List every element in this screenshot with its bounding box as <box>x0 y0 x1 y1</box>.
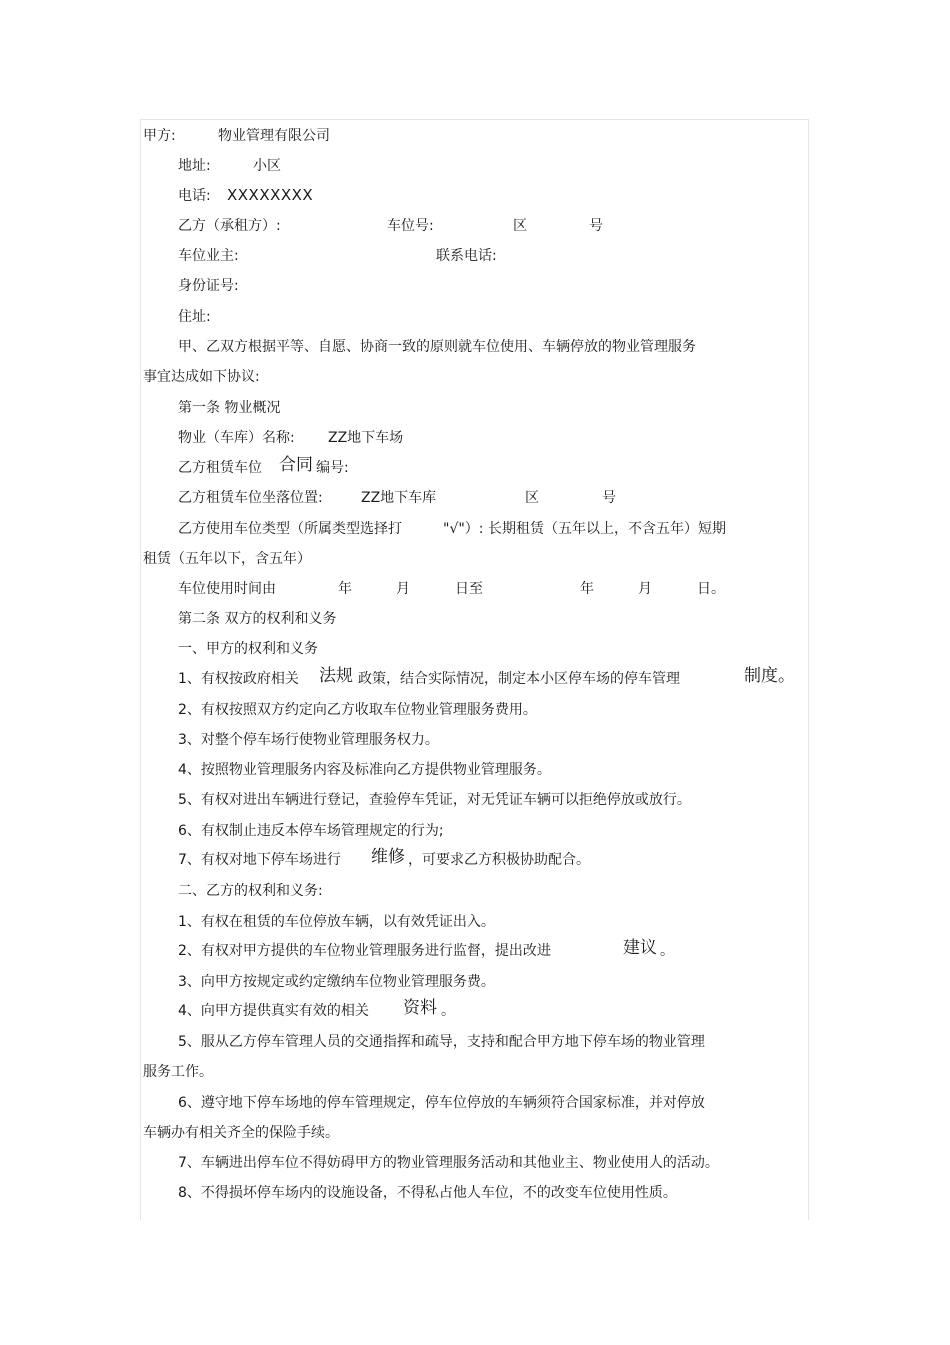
property-name-label: 物业（车库）名称: <box>178 430 295 446</box>
zone-label: 区 <box>513 218 527 234</box>
b2-text-c: 。 <box>660 943 674 959</box>
b3-text: 3、向甲方按规定或约定缴纳车位物业管理服务费。 <box>178 974 495 990</box>
contact-phone-label: 联系电话: <box>436 248 497 264</box>
number-label: 号 <box>589 218 603 234</box>
a2-text: 2、有权按照双方约定向乙方收取车位物业管理服务费用。 <box>178 702 537 718</box>
b4-text-c: 。 <box>441 1003 455 1019</box>
b4-text-a: 4、向甲方提供真实有效的相关 <box>178 1003 369 1019</box>
a4-text: 4、按照物业管理服务内容及标准向乙方提供物业管理服务。 <box>178 762 551 778</box>
period-label: 车位使用时间由 <box>178 581 276 597</box>
a6-text: 6、有权制止违反本停车场管理规定的行为; <box>178 823 444 839</box>
b5-line-2: 服务工作。 <box>143 1064 213 1080</box>
phone-label: 电话: <box>178 188 211 204</box>
b4-text-b: 资料 <box>403 998 437 1018</box>
location-label: 乙方租赁车位坐落位置: <box>178 490 323 506</box>
b2-text-a: 2、有权对甲方提供的车位物业管理服务进行监督，提出改进 <box>178 943 551 959</box>
property-name-value: ZZ地下车场 <box>328 430 404 446</box>
period-month-1: 月 <box>396 581 410 597</box>
location-no: 号 <box>602 490 616 506</box>
period-year-2: 年 <box>580 581 594 597</box>
type-line-2: 租赁（五年以下，含五年） <box>143 551 311 567</box>
period-day-to: 日至 <box>455 581 483 597</box>
party-a-name: 物业管理有限公司 <box>218 128 330 144</box>
residence-label: 住址: <box>178 309 211 325</box>
b6-line-1: 6、遵守地下停车场地的停车管理规定，停车位停放的车辆须符合国家标准，并对停放 <box>178 1095 705 1111</box>
period-month-2: 月 <box>638 581 652 597</box>
a1-text-d: 制度。 <box>744 666 795 686</box>
article-1-title: 第一条 物业概况 <box>178 400 281 416</box>
contract-no-text-b: 合同 <box>279 455 313 475</box>
party-a-label: 甲方: <box>143 128 176 144</box>
address-value: 小区 <box>253 158 281 174</box>
type-text-a: 乙方使用车位类型（所属类型选择打 <box>178 521 402 537</box>
id-label: 身份证号: <box>178 278 239 294</box>
intro-line-1: 甲、乙双方根据平等、自愿、协商一致的原则就车位使用、车辆停放的物业管理服务 <box>178 339 696 355</box>
address-label: 地址: <box>178 158 211 174</box>
article-2-title: 第二条 双方的权利和义务 <box>178 611 337 627</box>
location-value: ZZ地下车库 <box>361 490 437 506</box>
b1-text: 1、有权在租赁的车位停放车辆，以有效凭证出入。 <box>178 914 495 930</box>
contract-no-text-a: 乙方租赁车位 <box>178 460 262 476</box>
a5-text: 5、有权对进出车辆进行登记，查验停车凭证，对无凭证车辆可以拒绝停放或放行。 <box>178 792 691 808</box>
contract-no-text-c: 编号: <box>316 460 349 476</box>
party-b-label: 乙方（承租方）: <box>178 218 281 234</box>
b5-line-1: 5、服从乙方停车管理人员的交通指挥和疏导，支持和配合甲方地下停车场的物业管理 <box>178 1034 705 1050</box>
a3-text: 3、对整个停车场行使物业管理服务权力。 <box>178 732 439 748</box>
party-b-rights-heading: 二、乙方的权利和义务: <box>178 883 323 899</box>
a7-text-b: 维修 <box>371 847 405 867</box>
a1-text-a: 1、有权按政府相关 <box>178 671 299 687</box>
phone-value: XXXXXXXX <box>227 186 314 204</box>
b2-text-b: 建议 <box>623 938 657 958</box>
a1-text-c: 政策，结合实际情况，制定本小区停车场的停车管理 <box>358 671 680 687</box>
space-no-label: 车位号: <box>387 218 434 234</box>
b7-text: 7、车辆进出停车位不得妨碍甲方的物业管理服务活动和其他业主、物业使用人的活动。 <box>178 1155 719 1171</box>
a7-text-c: ，可要求乙方积极协助配合。 <box>408 852 590 868</box>
period-year-1: 年 <box>338 581 352 597</box>
party-a-rights-heading: 一、甲方的权利和义务 <box>178 641 318 657</box>
b8-text: 8、不得损坏停车场内的设施设备，不得私占他人车位，不的改变车位使用性质。 <box>178 1185 677 1201</box>
a1-text-b: 法规 <box>319 666 353 686</box>
b6-line-2: 车辆办有相关齐全的保险手续。 <box>143 1125 339 1141</box>
a7-text-a: 7、有权对地下停车场进行 <box>178 852 341 868</box>
owner-label: 车位业主: <box>178 248 239 264</box>
period-day-2: 日。 <box>697 581 725 597</box>
type-text-b: "√"）: 长期租赁（五年以上，不含五年）短期 <box>443 521 726 537</box>
intro-line-2: 事宜达成如下协议: <box>143 369 260 385</box>
location-zone: 区 <box>525 490 539 506</box>
